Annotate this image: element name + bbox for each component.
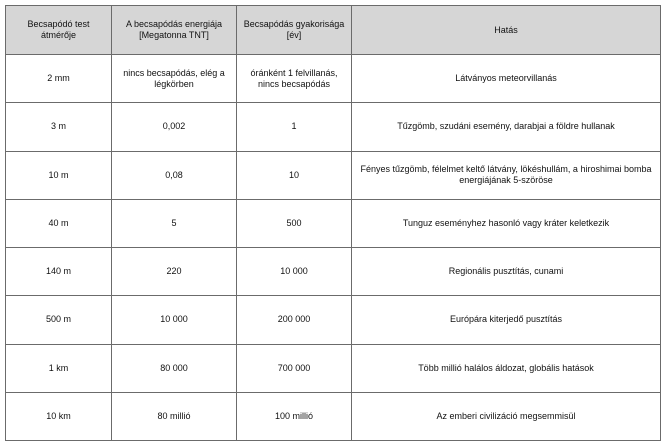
table-body (6, 55, 661, 441)
cell-effect: Látványos meteorvillanás (352, 55, 661, 103)
table-header (6, 6, 661, 55)
cell-effect: Európára kiterjedő pusztítás (352, 296, 661, 344)
cell-effect: Tűzgömb, szudáni esemény, darabjai a földre hullanak (352, 103, 661, 151)
cell-frequency: 10 (237, 151, 352, 199)
table-row (6, 151, 661, 199)
cell-energy: 80 000 (112, 344, 237, 392)
cell-frequency: óránként 1 felvillanás, nincs becsapódás (237, 55, 352, 103)
cell-effect: Tunguz eseményhez hasonló vagy kráter keletkezik (352, 199, 661, 247)
cell-energy: 0,08 (112, 151, 237, 199)
cell-frequency: 200 000 (237, 296, 352, 344)
cell-diameter: 1 km (6, 344, 112, 392)
cell-effect: Az emberi civilizáció megsemmisül (352, 392, 661, 440)
header-energy: A becsapódás energiája [Megatonna TNT] (112, 6, 237, 55)
header-diameter: Becsapódó test átmérője (6, 6, 112, 55)
cell-energy: 5 (112, 199, 237, 247)
table-row (6, 199, 661, 247)
table-row (6, 55, 661, 103)
cell-energy: 0,002 (112, 103, 237, 151)
cell-effect: Több millió halálos áldozat, globális hatások (352, 344, 661, 392)
header-frequency: Becsapódás gyakorisága [év] (237, 6, 352, 55)
cell-diameter: 40 m (6, 199, 112, 247)
cell-frequency: 10 000 (237, 248, 352, 296)
cell-diameter: 500 m (6, 296, 112, 344)
cell-frequency: 1 (237, 103, 352, 151)
cell-diameter: 10 m (6, 151, 112, 199)
cell-energy: 80 millió (112, 392, 237, 440)
cell-energy: nincs becsapódás, elég a légkörben (112, 55, 237, 103)
cell-frequency: 700 000 (237, 344, 352, 392)
cell-energy: 10 000 (112, 296, 237, 344)
cell-effect: Regionális pusztítás, cunami (352, 248, 661, 296)
cell-frequency: 500 (237, 199, 352, 247)
cell-diameter: 3 m (6, 103, 112, 151)
table-row (6, 296, 661, 344)
impact-table-container (5, 5, 661, 441)
table-row (6, 392, 661, 440)
cell-diameter: 140 m (6, 248, 112, 296)
cell-energy: 220 (112, 248, 237, 296)
table-row (6, 248, 661, 296)
cell-diameter: 10 km (6, 392, 112, 440)
impact-table (5, 5, 661, 441)
cell-frequency: 100 millió (237, 392, 352, 440)
cell-effect: Fényes tűzgömb, félelmet keltő látvány, lökéshullám, a hiroshimai bomba energiájának 5-szöröse (352, 151, 661, 199)
cell-diameter: 2 mm (6, 55, 112, 103)
header-row (6, 6, 661, 55)
header-effect: Hatás (352, 6, 661, 55)
table-row (6, 103, 661, 151)
table-row (6, 344, 661, 392)
